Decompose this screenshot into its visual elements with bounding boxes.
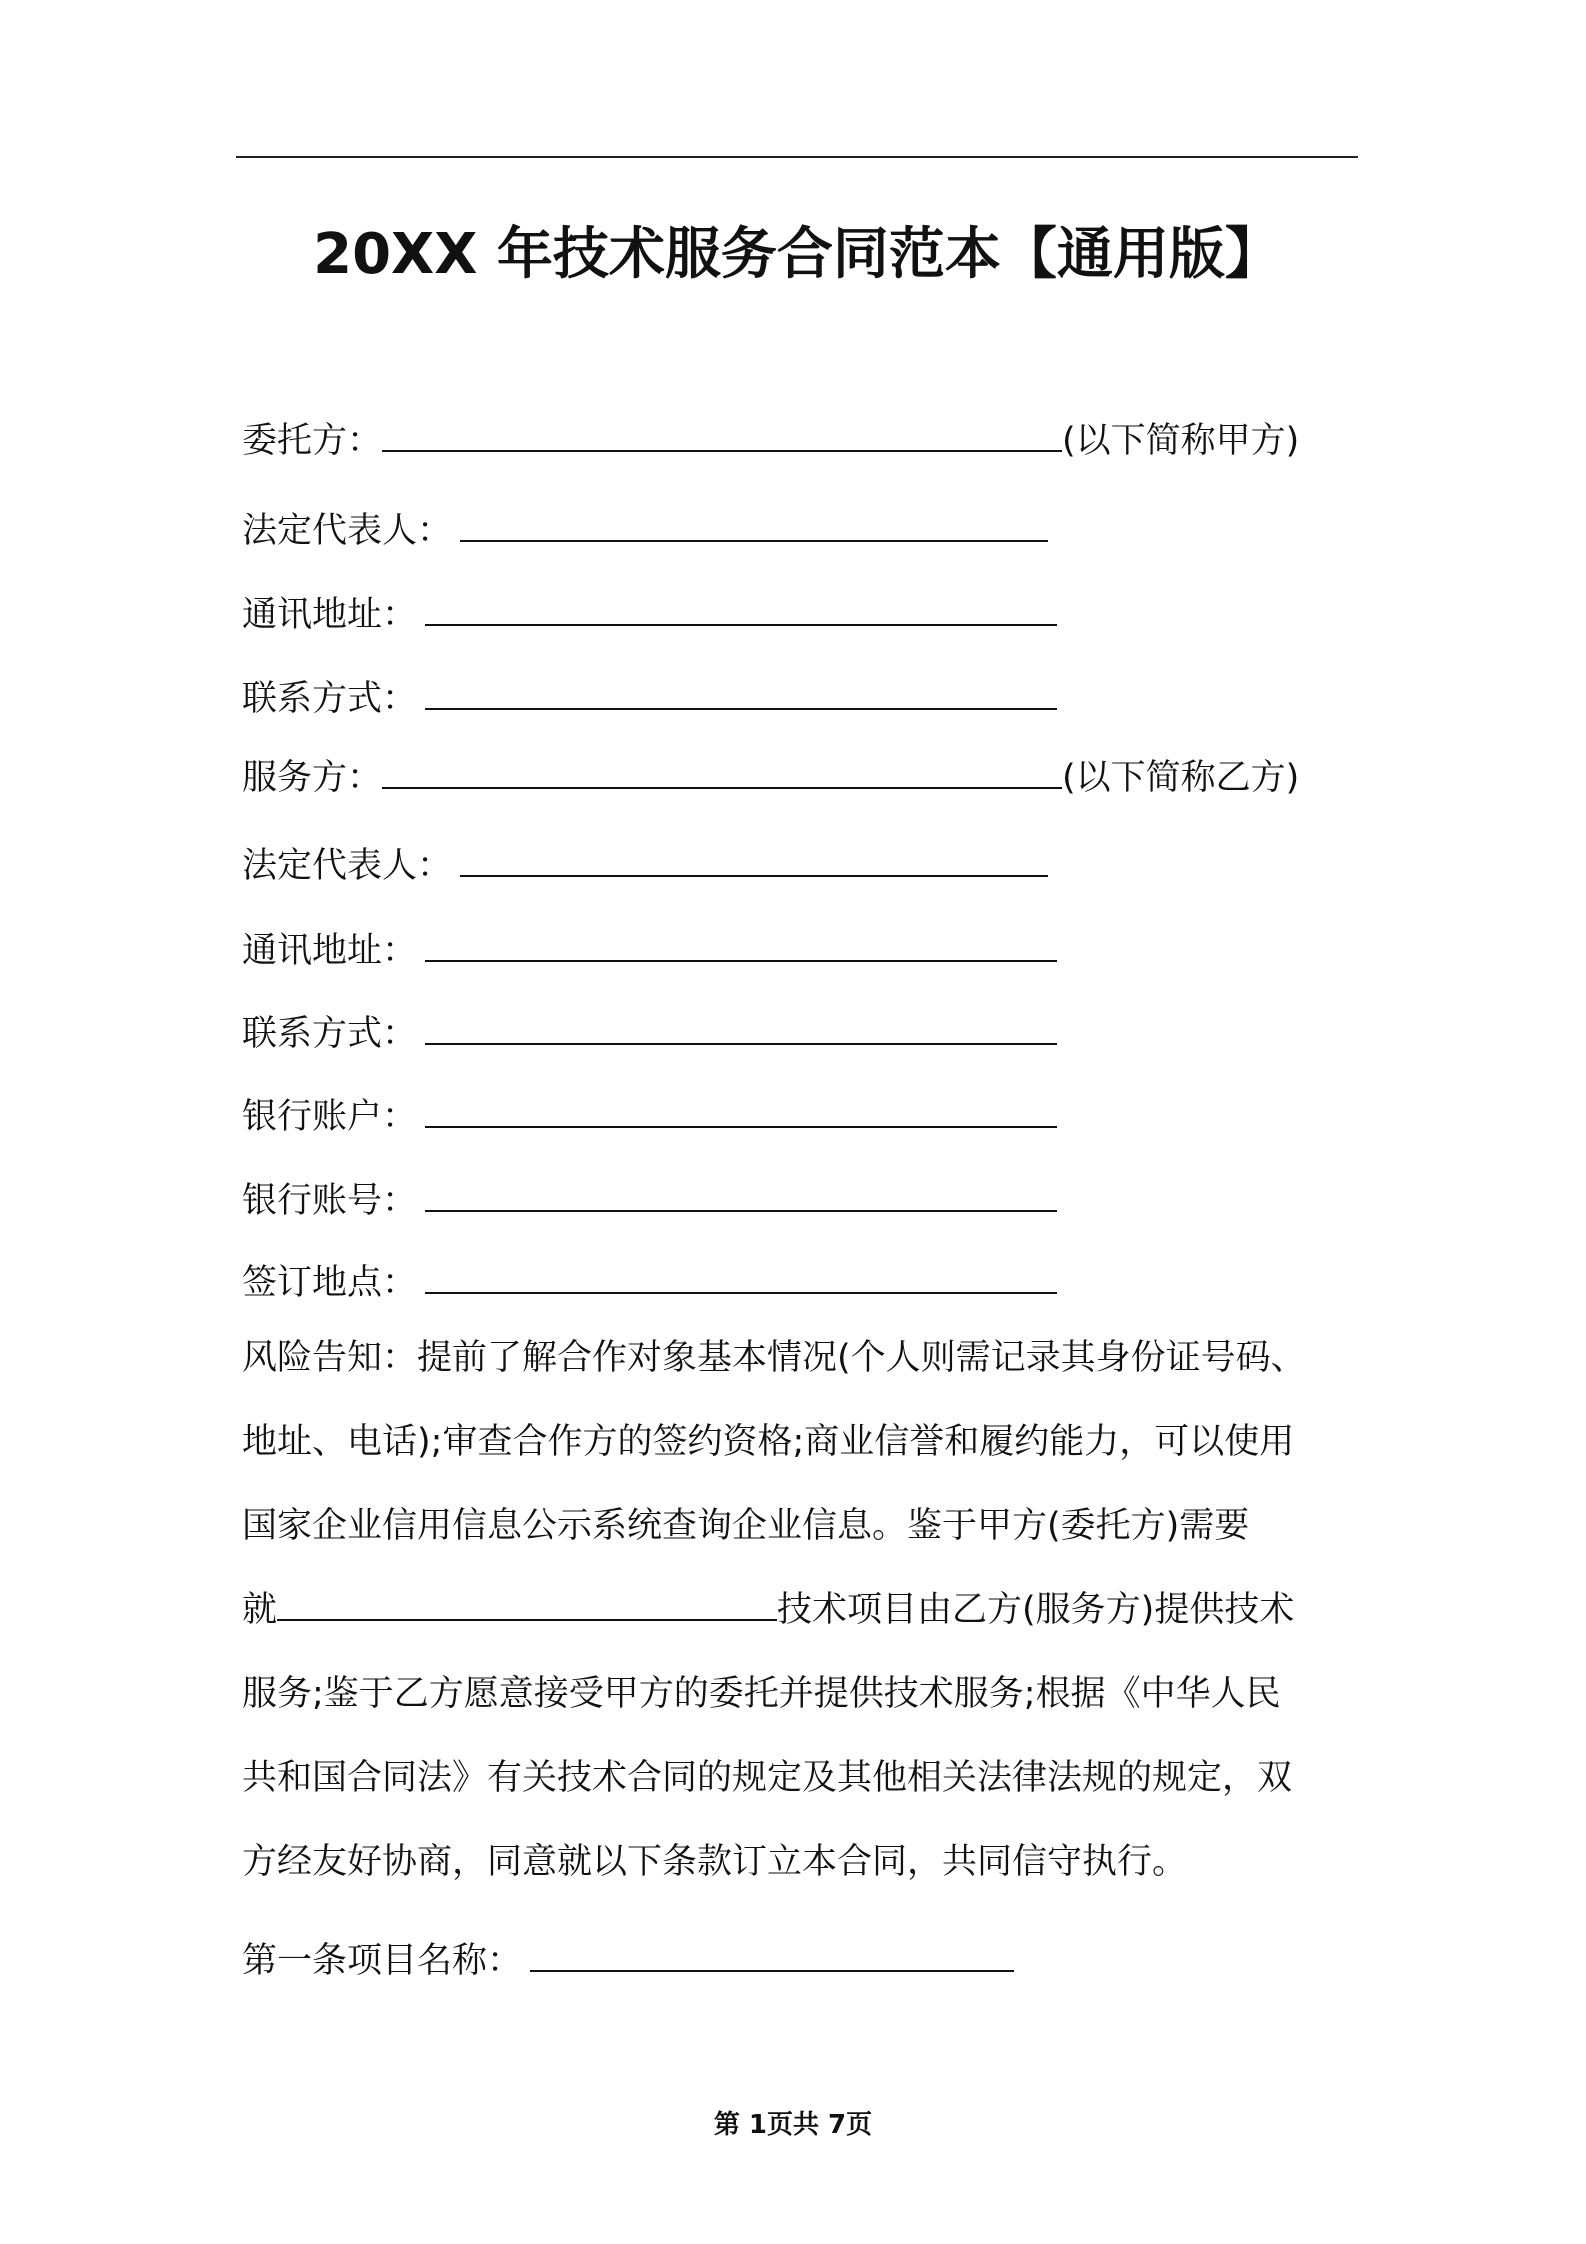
client-blank[interactable] <box>382 420 1062 452</box>
provider-contact-line <box>242 1013 1057 1052</box>
provider-contact-blank[interactable] <box>425 1013 1057 1045</box>
provider-rep-line <box>242 845 1048 884</box>
bank-account-name-label: 银行账户： <box>242 1097 418 1137</box>
provider-blank[interactable] <box>382 757 1062 789</box>
client-address-blank[interactable] <box>425 594 1057 626</box>
provider-address-line <box>242 930 1057 969</box>
signing-place-label: 签订地点： <box>242 1263 418 1303</box>
provider-address-label: 通讯地址： <box>242 931 418 971</box>
article1-label: 第一条项目名称： <box>242 1941 523 1981</box>
client-address-label: 通讯地址： <box>242 595 418 635</box>
client-rep-label: 法定代表人： <box>242 511 453 551</box>
provider-label: 服务方： <box>242 758 383 798</box>
project-blank[interactable] <box>277 1589 777 1621</box>
paragraph-line: 风险告知：提前了解合作对象基本情况(个人则需记录其身份证号码、 <box>242 1338 1306 1378</box>
document-title: 20XX 年技术服务合同范本【通用版】 <box>313 222 1281 287</box>
client-label: 委托方： <box>242 421 383 461</box>
signing-place-line <box>242 1262 1057 1301</box>
client-contact-label: 联系方式： <box>242 679 418 719</box>
bank-account-name-line <box>242 1096 1057 1135</box>
client-contact-line <box>242 678 1057 717</box>
header-rule <box>236 156 1358 158</box>
client-address-line <box>242 594 1057 633</box>
paragraph-line-with-blank <box>242 1568 1362 1652</box>
provider-address-blank[interactable] <box>425 930 1057 962</box>
provider-rep-label: 法定代表人： <box>242 846 453 886</box>
article1-blank[interactable] <box>530 1940 1014 1972</box>
client-contact-blank[interactable] <box>425 678 1057 710</box>
provider-contact-label: 联系方式： <box>242 1014 418 1054</box>
provider-suffix: (以下简称乙方) <box>1062 758 1300 798</box>
page-footer: 第 1页共 7页 <box>713 2110 873 2140</box>
bank-account-number-line <box>242 1180 1057 1219</box>
client-line <box>242 420 1299 459</box>
para-suffix: 技术项目由乙方(服务方)提供技术 <box>777 1590 1295 1630</box>
para-prefix: 就 <box>242 1590 278 1630</box>
bank-account-number-label: 银行账号： <box>242 1181 418 1221</box>
client-rep-line <box>242 510 1048 549</box>
paragraph-line: 国家企业信用信息公示系统查询企业信息。鉴于甲方(委托方)需要 <box>242 1506 1250 1546</box>
client-suffix: (以下简称甲方) <box>1062 421 1300 461</box>
provider-rep-blank[interactable] <box>460 845 1048 877</box>
provider-line <box>242 757 1299 796</box>
bank-account-number-blank[interactable] <box>425 1180 1057 1212</box>
paragraph-line: 共和国合同法》有关技术合同的规定及其他相关法律法规的规定，双 <box>242 1758 1293 1798</box>
paragraph-line: 服务;鉴于乙方愿意接受甲方的委托并提供技术服务;根据《中华人民 <box>242 1674 1281 1714</box>
article1-line <box>242 1940 1014 1979</box>
paragraph-line: 方经友好协商，同意就以下条款订立本合同，共同信守执行。 <box>242 1842 1188 1882</box>
bank-account-name-blank[interactable] <box>425 1096 1057 1128</box>
paragraph-line: 地址、电话);审查合作方的签约资格;商业信誉和履约能力，可以使用 <box>242 1422 1295 1462</box>
client-rep-blank[interactable] <box>460 510 1048 542</box>
risk-notice-paragraph <box>242 1316 1362 1904</box>
signing-place-blank[interactable] <box>425 1262 1057 1294</box>
